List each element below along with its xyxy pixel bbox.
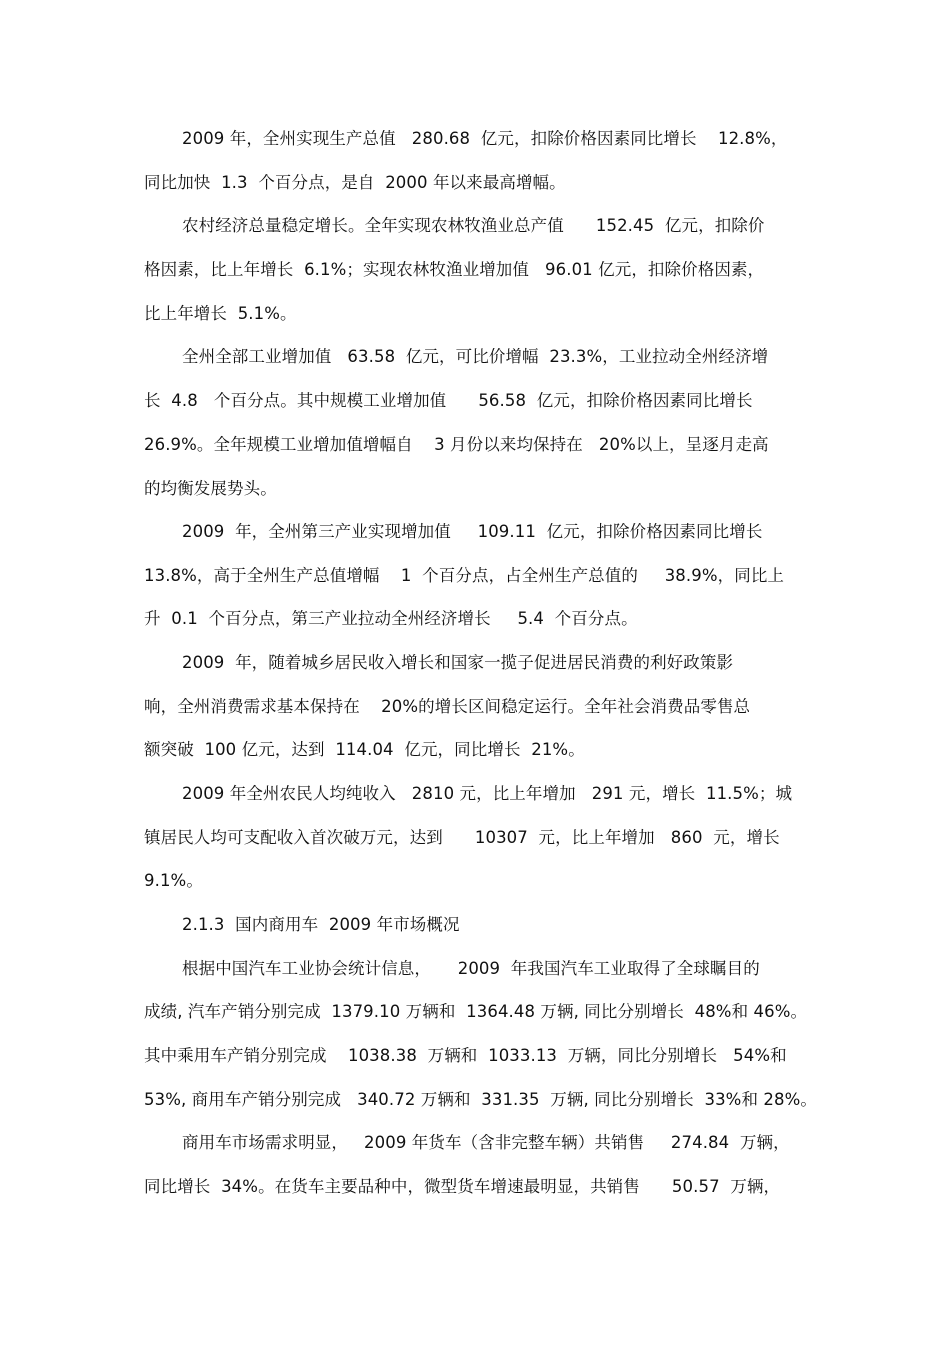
paragraph-line: 13.8%，高于全州生产总值增幅 1 个百分点，占全州生产总值的 38.9%，同比上 <box>144 566 785 585</box>
paragraph-line: 长 4.8 个百分点。其中规模工业增加值 56.58 亿元，扣除价格因素同比增长 <box>144 391 753 410</box>
paragraph-line: 农村经济总量稳定增长。全年实现农林牧渔业总产值 152.45 亿元，扣除价 <box>182 216 765 235</box>
paragraph-line: 格因素，比上年增长 6.1%；实现农林牧渔业增加值 96.01 亿元，扣除价格因素， <box>144 260 765 279</box>
paragraph-line: 镇居民人均可支配收入首次破万元，达到 10307 元，比上年增加 860 元，增长 <box>144 828 780 847</box>
paragraph-line: 响，全州消费需求基本保持在 20%的增长区间稳定运行。全年社会消费品零售总 <box>144 697 751 716</box>
paragraph-line: 9.1%。 <box>144 871 203 890</box>
paragraph-line: 升 0.1 个百分点，第三产业拉动全州经济增长 5.4 个百分点。 <box>144 609 638 628</box>
section-heading: 2.1.3 国内商用车 2009 年市场概况 <box>182 915 460 934</box>
paragraph-line: 2009 年，全州第三产业实现增加值 109.11 亿元，扣除价格因素同比增长 <box>182 522 763 541</box>
paragraph-line: 2009 年全州农民人均纯收入 2810 元，比上年增加 291 元，增长 11.5%；城 <box>182 784 793 803</box>
paragraph-line: 的均衡发展势头。 <box>144 479 277 498</box>
paragraph-line: 根据中国汽车工业协会统计信息， 2009 年我国汽车工业取得了全球瞩目的 <box>182 959 760 978</box>
paragraph-line: 比上年增长 5.1%。 <box>144 304 297 323</box>
paragraph-line: 26.9%。全年规模工业增加值增幅自 3 月份以来均保持在 20%以上，呈逐月走高 <box>144 435 769 454</box>
paragraph-line: 2009 年，全州实现生产总值 280.68 亿元，扣除价格因素同比增长 12.8%， <box>182 129 788 148</box>
paragraph-line: 2009 年，随着城乡居民收入增长和国家一揽子促进居民消费的利好政策影 <box>182 653 734 672</box>
paragraph-line: 额突破 100 亿元，达到 114.04 亿元，同比增长 21%。 <box>144 740 585 759</box>
paragraph-line: 商用车市场需求明显， 2009 年货车（含非完整车辆）共销售 274.84 万辆， <box>182 1133 790 1152</box>
paragraph-line: 53%, 商用车产销分别完成 340.72 万辆和 331.35 万辆, 同比分别增长 33%和 28%。 <box>144 1090 817 1109</box>
paragraph-line: 同比加快 1.3 个百分点，是自 2000 年以来最高增幅。 <box>144 173 566 192</box>
paragraph-line: 其中乘用车产销分别完成 1038.38 万辆和 1033.13 万辆，同比分别增长 54%和 <box>144 1046 787 1065</box>
paragraph-line: 全州全部工业增加值 63.58 亿元，可比价增幅 23.3%，工业拉动全州经济增 <box>182 347 769 366</box>
paragraph-line: 成绩, 汽车产销分别完成 1379.10 万辆和 1364.48 万辆, 同比分别增长 48%和 46%。 <box>144 1002 808 1021</box>
paragraph-line: 同比增长 34%。在货车主要品种中，微型货车增速最明显，共销售 50.57 万辆， <box>144 1177 781 1196</box>
